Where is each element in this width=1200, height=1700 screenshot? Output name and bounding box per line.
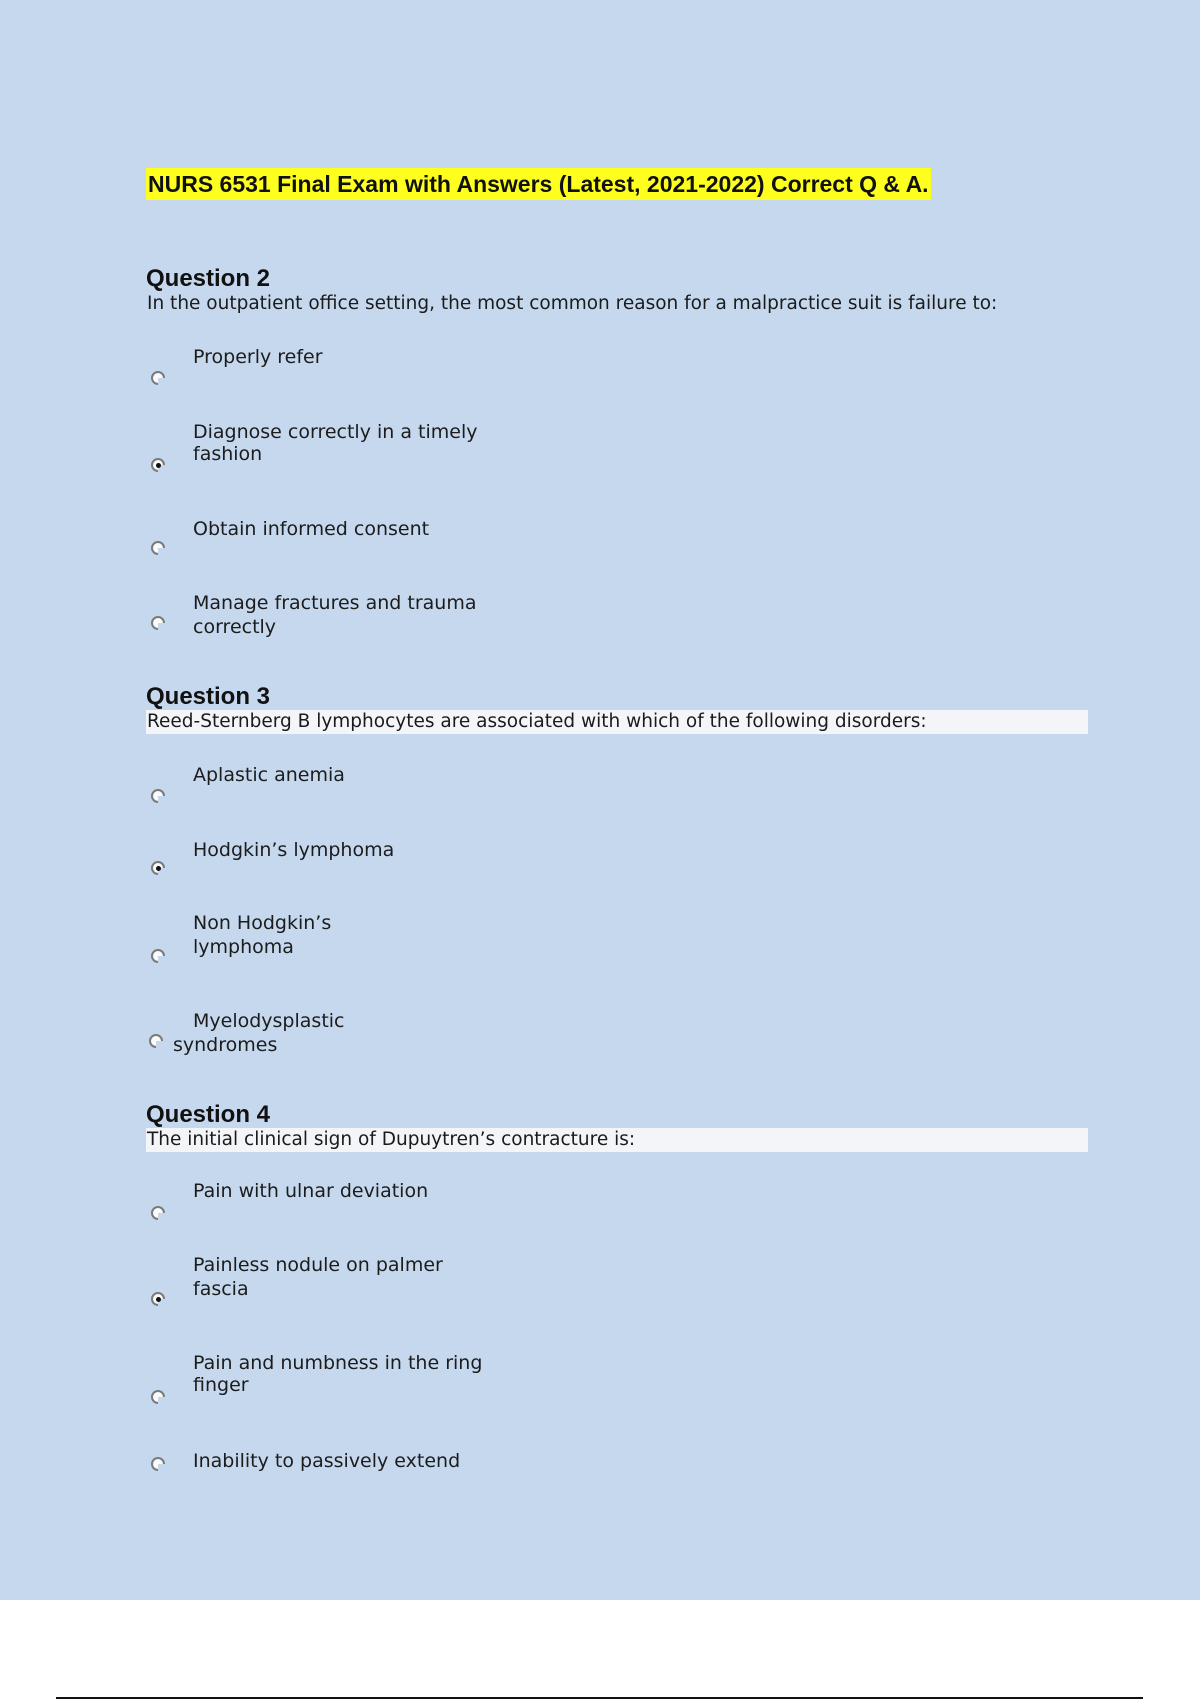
footer-rule	[56, 1697, 1143, 1699]
radio-selected-dot	[156, 866, 161, 871]
question-text: In the outpatient office setting, the most common reason for a malpractice suit is failure to:	[147, 293, 998, 314]
radio-selected-dot	[156, 463, 161, 468]
option-label-line: lymphoma	[193, 936, 294, 958]
answer-option[interactable]	[0, 592, 500, 662]
option-label-line: Aplastic anemia	[193, 764, 345, 786]
option-label-line: Inability to passively extend	[193, 1450, 461, 1472]
answer-option[interactable]	[0, 421, 500, 491]
radio-button-icon[interactable]	[151, 1457, 165, 1471]
radio-button-icon[interactable]	[151, 458, 165, 472]
answer-option[interactable]	[0, 346, 500, 416]
radio-button-icon[interactable]	[151, 371, 165, 385]
radio-button-icon[interactable]	[151, 1206, 165, 1220]
option-label-line: Myelodysplastic	[193, 1010, 345, 1032]
question-heading: Question 2	[146, 265, 271, 292]
answer-option[interactable]	[0, 1254, 500, 1324]
option-label-line: Hodgkin’s lymphoma	[193, 839, 395, 861]
question-heading: Question 4	[146, 1101, 271, 1128]
question-text: The initial clinical sign of Dupuytren’s contracture is:	[146, 1128, 1088, 1152]
question-block-3	[146, 682, 1088, 734]
radio-button-icon[interactable]	[151, 789, 165, 803]
option-label-line: Properly refer	[193, 346, 323, 368]
option-label-line: Obtain informed consent	[193, 518, 430, 540]
question-block-4	[146, 1100, 1088, 1152]
option-label-line: finger	[193, 1374, 249, 1396]
question-block-2	[146, 264, 1088, 316]
radio-selected-dot	[156, 1297, 161, 1302]
option-label-line: Non Hodgkin’s	[193, 912, 332, 934]
answer-option[interactable]	[0, 764, 500, 834]
option-label-line: syndromes	[173, 1034, 278, 1056]
answer-option[interactable]	[0, 839, 500, 909]
radio-button-icon[interactable]	[151, 616, 165, 630]
option-label-line: Pain with ulnar deviation	[193, 1180, 429, 1202]
answer-option[interactable]	[0, 1450, 500, 1520]
question-text: Reed-Sternberg B lymphocytes are associated with which of the following disorders:	[146, 710, 1088, 734]
option-label-line: Pain and numbness in the ring	[193, 1352, 483, 1374]
answer-option[interactable]	[0, 1352, 500, 1422]
option-label-line: Painless nodule on palmer	[193, 1254, 443, 1276]
answer-option[interactable]	[0, 1180, 500, 1250]
radio-button-icon[interactable]	[151, 949, 165, 963]
document-title: NURS 6531 Final Exam with Answers (Latest, 2021-2022) Correct Q & A.	[146, 168, 931, 200]
question-heading: Question 3	[146, 683, 271, 710]
answer-option[interactable]	[0, 1010, 500, 1080]
option-label-line: fashion	[193, 443, 263, 465]
radio-button-icon[interactable]	[151, 541, 165, 555]
answer-option[interactable]	[0, 912, 500, 982]
option-label-line: fascia	[193, 1278, 249, 1300]
answer-option[interactable]	[0, 518, 500, 588]
option-label-line: correctly	[193, 616, 277, 638]
radio-button-icon[interactable]	[151, 1292, 165, 1306]
radio-button-icon[interactable]	[151, 1390, 165, 1404]
option-label-line: Manage fractures and trauma	[193, 592, 477, 614]
radio-button-icon[interactable]	[151, 861, 165, 875]
option-label-line: Diagnose correctly in a timely	[193, 421, 478, 443]
radio-button-icon[interactable]	[149, 1034, 163, 1048]
